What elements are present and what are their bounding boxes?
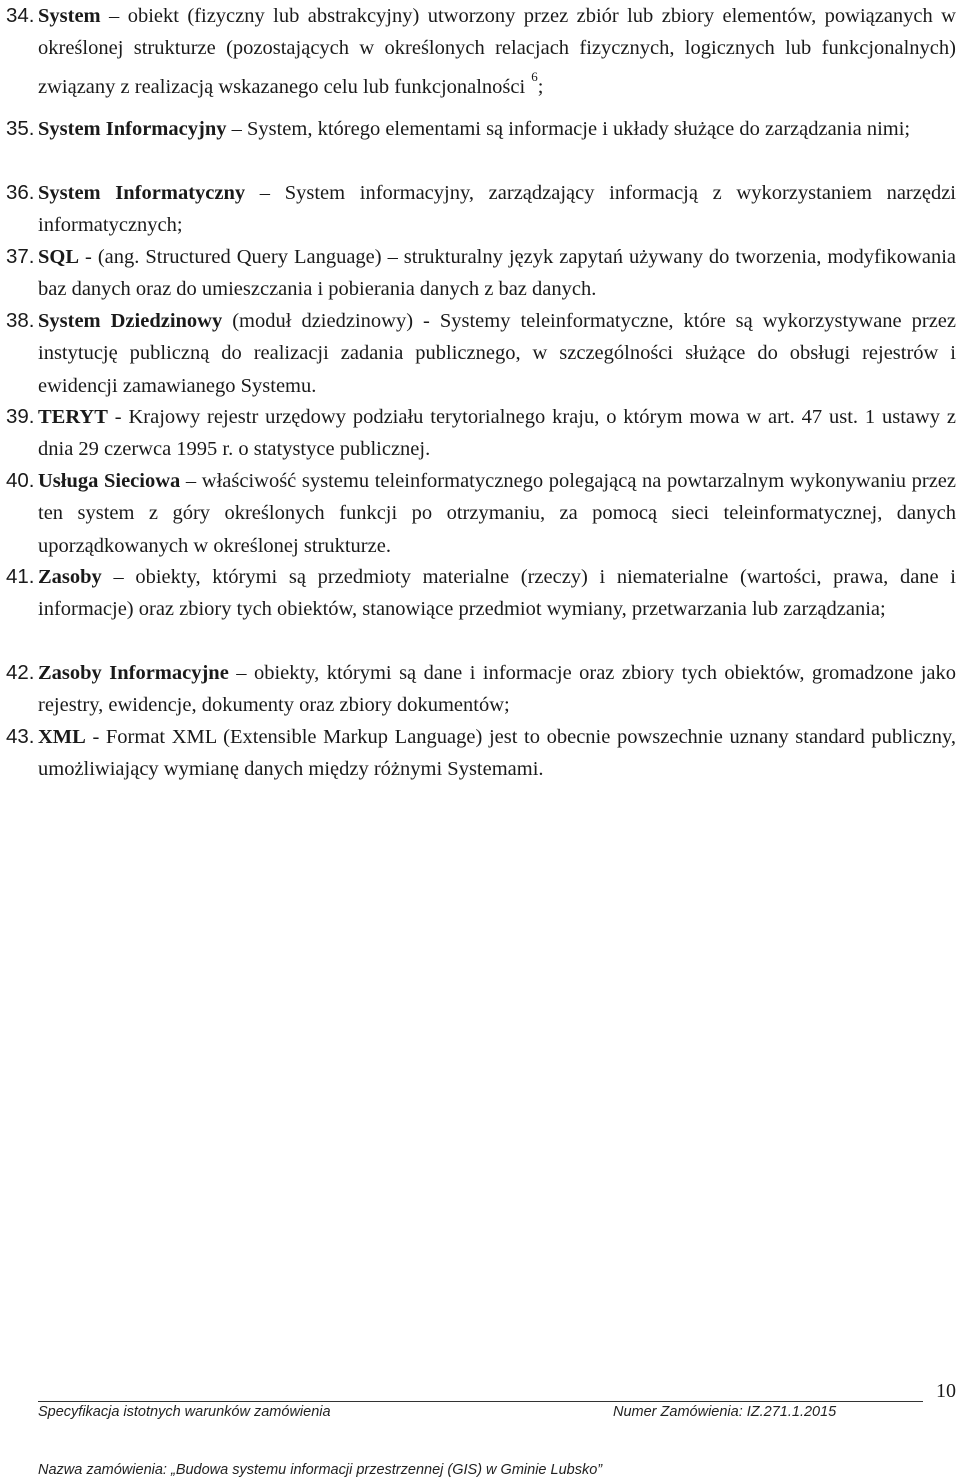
separator: -: [85, 726, 106, 748]
definition-item: [0, 561, 960, 626]
definition-item: [0, 721, 960, 786]
item-number: 35.: [6, 117, 35, 140]
definition-term: System: [38, 5, 101, 27]
definition-text: Format XML (Extensible Markup Language) jest to obecnie powszechnie uznany standard publiczny, umożliwiający wymianę danych między różnymi Systemami.: [38, 726, 956, 781]
item-number: 40.: [6, 469, 35, 492]
page-number: 10: [936, 1380, 956, 1402]
separator: –: [245, 182, 285, 204]
definition-text: System informacyjny, zarządzający informacją z wykorzystaniem narzędzi informatycznych;: [38, 182, 956, 237]
separator: –: [180, 470, 202, 492]
item-number: 38.: [6, 309, 35, 332]
item-number: 36.: [6, 181, 35, 204]
definition-item: [0, 113, 960, 145]
definition-term: TERYT: [38, 406, 108, 428]
separator: –: [228, 662, 254, 684]
footer-order-name-label: Nazwa zamówienia:: [38, 1462, 167, 1478]
separator: –: [101, 566, 136, 588]
definition-item: [0, 0, 960, 103]
separator: –: [226, 118, 247, 140]
definition-item: [0, 401, 960, 466]
separator: [222, 310, 232, 332]
item-number: 39.: [6, 405, 35, 428]
definition-term: Zasoby: [38, 566, 102, 588]
definition-item: [0, 465, 960, 562]
item-number: 42.: [6, 661, 35, 684]
definition-tail: ;: [537, 75, 544, 98]
item-number: 43.: [6, 725, 35, 748]
definition-text: obiekt (fizyczny lub abstrakcyjny) utworzony przez zbiór lub zbiory elementów, powiązanych w określonej strukturze (pozostających w określonych relacjach fizycznych, logicznych lub funkcjonalnych) związany z realizacją wskazanego celu lub funkcjonalności: [38, 5, 956, 98]
definition-item: [0, 657, 960, 722]
definition-term: System Informatyczny: [38, 182, 246, 204]
item-number: 37.: [6, 245, 35, 268]
definition-text: (ang. Structured Query Language) – strukturalny język zapytań używany do tworzenia, modyfikowania baz danych oraz do umieszczania i pobierania danych z baz danych.: [38, 246, 956, 301]
footer-order-name-value: „Budowa systemu informacji przestrzennej (GIS) w Gminie Lubsko”: [170, 1462, 603, 1478]
footer-document-title: Specyfikacja istotnych warunków zamówienia: [38, 1404, 331, 1420]
definition-text: Krajowy rejestr urzędowy podziału terytorialnego kraju, o którym mowa w art. 47 ust. 1 ustawy z dnia 29 czerwca 1995 r. o statystyce publicznej.: [38, 406, 957, 461]
definition-text: System, którego elementami są informacje i układy służące do zarządzania nimi;: [246, 118, 911, 140]
definition-text: (moduł dziedzinowy) - Systemy teleinformatyczne, które są wykorzystywane przez instytucję publiczną do realizacji zadania publicznego, w szczególności służące do obsługi rejestrów i ewidencji zamawianego Systemu.: [38, 310, 957, 397]
definition-term: Zasoby Informacyjne: [38, 662, 229, 684]
definition-term: XML: [38, 726, 86, 748]
footnote-marker: 6: [531, 68, 538, 84]
definition-item: [0, 177, 960, 242]
definition-item: [0, 241, 960, 306]
item-number: 41.: [6, 565, 35, 588]
separator: -: [107, 406, 129, 428]
separator: -: [79, 246, 98, 268]
item-number: 34.: [6, 4, 35, 27]
definition-item: [0, 305, 960, 402]
definition-text: obiekty, którymi są dane i informacje oraz zbiory tych obiektów, gromadzone jako rejestry, ewidencje, dokumenty oraz zbiory dokumentów;: [38, 662, 956, 717]
definition-term: Usługa Sieciowa: [38, 470, 181, 492]
footer-order-number: Numer Zamówienia: IZ.271.1.2015: [613, 1404, 837, 1420]
definition-text: właściwość systemu teleinformatycznego polegającą na powtarzalnym wykonywaniu przez ten system z góry określonych funkcji po otrzymaniu, za pomocą sieci teleinformatycznej, danych uporządkowanych w określonej strukturze.: [38, 470, 957, 557]
definition-term: System Dziedzinowy: [38, 310, 223, 332]
separator: –: [100, 5, 128, 27]
definition-term: SQL: [38, 246, 80, 268]
footer-divider: [38, 1401, 923, 1402]
footer-order-name: [38, 1462, 923, 1478]
definition-term: System Informacyjny: [38, 118, 227, 140]
definition-text: obiekty, którymi są przedmioty materialne (rzeczy) i niematerialne (wartości, prawa, dane i informacje) oraz zbiory tych obiektów, stanowiące przedmiot wymiany, przetwarzania lub zarządzania;: [38, 566, 956, 621]
